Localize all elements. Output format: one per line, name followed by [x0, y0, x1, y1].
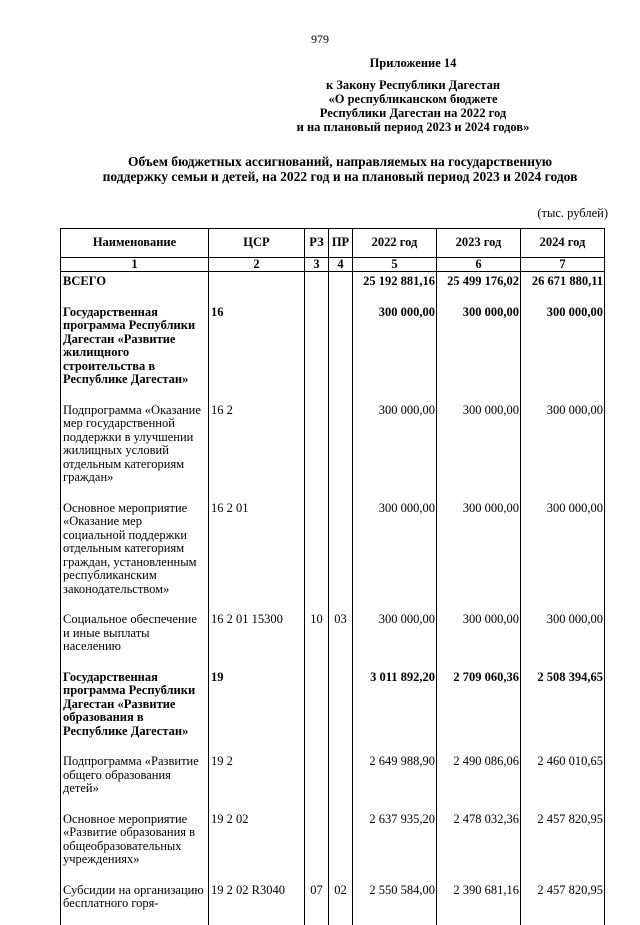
table-row	[61, 499, 605, 611]
rz-cell	[305, 752, 329, 810]
rz-cell	[305, 810, 329, 881]
csr-cell: 16 2 01	[209, 499, 305, 611]
appendix-line: и на плановый период 2023 и 2024 годов»	[296, 120, 530, 134]
appendix-line: к Закону Республики Дагестан	[325, 78, 501, 92]
pr-cell	[329, 810, 353, 881]
amount-2023-cell: 2 490 086,06	[437, 752, 521, 810]
csr-cell: 19 2 02 R3040	[209, 881, 305, 925]
pr-cell	[329, 752, 353, 810]
rz-cell	[305, 303, 329, 401]
table-row	[61, 668, 605, 753]
column-number: 7	[521, 258, 605, 272]
csr-cell: 16 2 01 15300	[209, 610, 305, 668]
rz-cell	[305, 272, 329, 303]
amount-2022-cell: 2 550 584,00	[353, 881, 437, 925]
table-row	[61, 401, 605, 499]
name-cell: ВСЕГО	[61, 272, 209, 303]
csr-cell: 19 2 02	[209, 810, 305, 881]
header-cell: 2024 год	[521, 229, 605, 258]
amount-2022-cell: 3 011 892,20	[353, 668, 437, 753]
rz-cell	[305, 499, 329, 611]
amount-2023-cell: 2 478 032,36	[437, 810, 521, 881]
column-number: 1	[61, 258, 209, 272]
csr-cell: 16	[209, 303, 305, 401]
amount-2022-cell: 25 192 881,16	[353, 272, 437, 303]
column-number-row	[61, 258, 605, 272]
column-number: 5	[353, 258, 437, 272]
page-number: 979	[311, 32, 329, 46]
name-cell: Подпрограмма «Оказание мер государственной поддержки в улучшении жилищных условий отдельным категориям граждан»	[61, 401, 209, 499]
amount-2024-cell: 300 000,00	[521, 303, 605, 401]
header-cell: Наименование	[61, 229, 209, 258]
rz-cell: 07	[305, 881, 329, 925]
amount-2022-cell: 300 000,00	[353, 303, 437, 401]
rz-cell	[305, 668, 329, 753]
rz-cell	[305, 401, 329, 499]
csr-cell: 19 2	[209, 752, 305, 810]
amount-2022-cell: 300 000,00	[353, 499, 437, 611]
table-row	[61, 881, 605, 925]
column-number: 4	[329, 258, 353, 272]
name-cell: Субсидии на организацию бесплатного горя-	[61, 881, 209, 925]
name-cell: Государственная программа Республики Дагестан «Развитие жилищного строительства в Республике Дагестан»	[61, 303, 209, 401]
amount-2023-cell: 300 000,00	[437, 303, 521, 401]
header-cell: 2022 год	[353, 229, 437, 258]
table-row	[61, 810, 605, 881]
amount-2023-cell: 25 499 176,02	[437, 272, 521, 303]
column-number: 3	[305, 258, 329, 272]
amount-2024-cell: 26 671 880,11	[521, 272, 605, 303]
budget-table	[60, 228, 605, 925]
pr-cell	[329, 668, 353, 753]
csr-cell: 16 2	[209, 401, 305, 499]
units-label: (тыс. рублей)	[537, 206, 608, 220]
document-title-line: Объем бюджетных ассигнований, направляемых на государственную	[127, 154, 553, 169]
pr-cell	[329, 401, 353, 499]
amount-2024-cell: 2 457 820,95	[521, 881, 605, 925]
amount-2024-cell: 2 457 820,95	[521, 810, 605, 881]
table-row	[61, 752, 605, 810]
table-header-row	[61, 229, 605, 258]
appendix-title: Приложение 14	[369, 56, 457, 70]
header-cell: ПР	[329, 229, 353, 258]
header-cell: 2023 год	[437, 229, 521, 258]
amount-2022-cell: 2 649 988,90	[353, 752, 437, 810]
amount-2024-cell: 300 000,00	[521, 610, 605, 668]
csr-cell: 19	[209, 668, 305, 753]
amount-2024-cell: 2 460 010,65	[521, 752, 605, 810]
amount-2023-cell: 300 000,00	[437, 401, 521, 499]
amount-2023-cell: 2 709 060,36	[437, 668, 521, 753]
header-cell: РЗ	[305, 229, 329, 258]
amount-2022-cell: 300 000,00	[353, 401, 437, 499]
appendix-header	[248, 56, 578, 134]
name-cell: Подпрограмма «Развитие общего образования детей»	[61, 752, 209, 810]
appendix-line: «О республиканском бюджете	[328, 92, 498, 106]
table-row	[61, 610, 605, 668]
amount-2024-cell: 300 000,00	[521, 401, 605, 499]
table-row	[61, 272, 605, 303]
appendix-line: Республики Дагестан на 2022 год	[319, 106, 507, 120]
name-cell: Основное мероприятие «Развитие образования в общеобразовательных учреждениях»	[61, 810, 209, 881]
name-cell: Государственная программа Республики Дагестан «Развитие образования в Республике Дагестан»	[61, 668, 209, 753]
pr-cell	[329, 272, 353, 303]
document-title-line: поддержку семьи и детей, на 2022 год и на плановый период 2023 и 2024 годов	[102, 169, 578, 184]
header-cell: ЦСР	[209, 229, 305, 258]
column-number: 6	[437, 258, 521, 272]
pr-cell	[329, 499, 353, 611]
pr-cell	[329, 303, 353, 401]
name-cell: Социальное обеспечение и иные выплаты населению	[61, 610, 209, 668]
rz-cell: 10	[305, 610, 329, 668]
table-row	[61, 303, 605, 401]
amount-2023-cell: 300 000,00	[437, 610, 521, 668]
name-cell: Основное мероприятие «Оказание мер социальной поддержки отдельным категориям граждан, установленным республиканским законодательством»	[61, 499, 209, 611]
pr-cell: 02	[329, 881, 353, 925]
amount-2023-cell: 300 000,00	[437, 499, 521, 611]
column-number: 2	[209, 258, 305, 272]
csr-cell	[209, 272, 305, 303]
amount-2024-cell: 2 508 394,65	[521, 668, 605, 753]
amount-2024-cell: 300 000,00	[521, 499, 605, 611]
amount-2022-cell: 300 000,00	[353, 610, 437, 668]
pr-cell: 03	[329, 610, 353, 668]
amount-2022-cell: 2 637 935,20	[353, 810, 437, 881]
document-title	[70, 154, 610, 184]
amount-2023-cell: 2 390 681,16	[437, 881, 521, 925]
